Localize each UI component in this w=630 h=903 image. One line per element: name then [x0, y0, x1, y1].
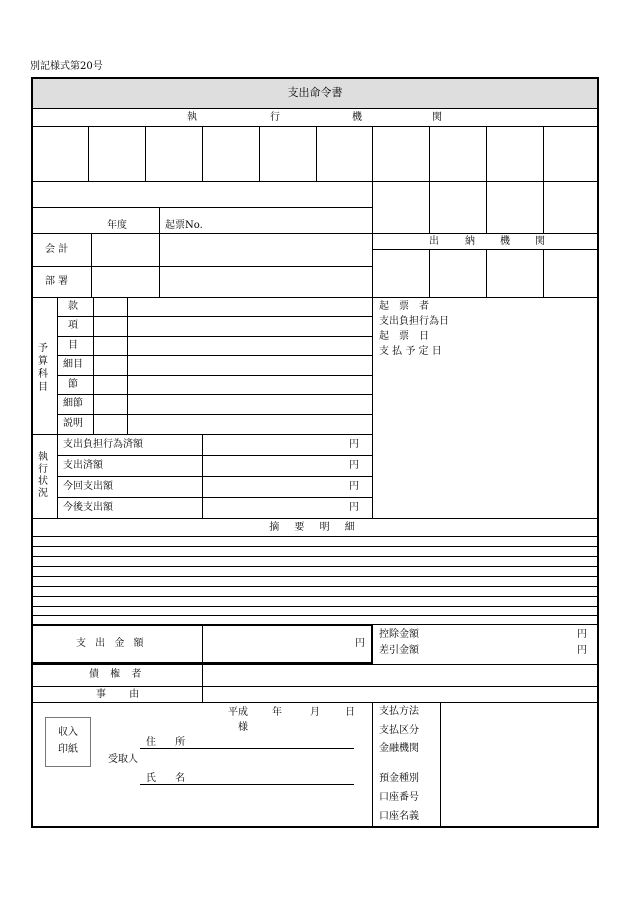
disb-agency-char-4: 関: [535, 236, 545, 247]
voucher-no-label: 起票No.: [165, 220, 203, 231]
exec-row-future-unit: 円: [349, 502, 359, 513]
revenue-stamp-box: [45, 717, 91, 767]
net-amount-label: 差引金額: [379, 645, 419, 656]
revenue-stamp-label-2: 印紙: [58, 744, 78, 755]
budget-item-kan: 款: [68, 301, 78, 312]
exec-agency-char-3: 機: [352, 112, 362, 123]
execution-section-label: 執行状況: [38, 452, 48, 499]
payment-amount-unit: 円: [355, 638, 365, 649]
account-number-label: 口座番号: [379, 792, 419, 803]
address-label: 住 所: [146, 737, 194, 748]
budget-item-setsu: 節: [68, 379, 78, 390]
drafter-label: 起 票 者: [379, 301, 429, 312]
deduction-label: 控除金額: [379, 629, 419, 640]
month-label: 月: [310, 707, 320, 718]
name-label: 氏 名: [146, 773, 194, 784]
exec-row-current-unit: 円: [349, 481, 359, 492]
payment-method-label: 支払方法: [379, 706, 419, 717]
budget-item-moku: 目: [68, 340, 78, 351]
revenue-stamp-label-1: 収入: [58, 727, 78, 738]
era-label: 平成: [228, 707, 248, 718]
budget-item-setsumei: 説明: [63, 418, 83, 429]
net-amount-unit: 円: [577, 645, 587, 656]
department-label: 部 署: [45, 276, 69, 287]
budget-item-kou: 項: [68, 320, 78, 331]
exec-row-committed-unit: 円: [349, 439, 359, 450]
day-label: 日: [345, 707, 355, 718]
scheduled-payment-date-label: 支 払 予 定 日: [379, 346, 442, 357]
exec-row-future-label: 今後支出額: [63, 502, 113, 513]
exec-row-paid-unit: 円: [349, 460, 359, 471]
exec-agency-char-4: 関: [432, 112, 442, 123]
disb-agency-char-1: 出: [429, 236, 439, 247]
financial-institution-label: 金融機関: [379, 743, 419, 754]
honorific-sama: 様: [238, 722, 248, 733]
year-label: 年: [272, 707, 282, 718]
exec-row-committed-label: 支出負担行為済額: [63, 439, 143, 450]
account-holder-label: 口座名義: [379, 811, 419, 822]
disb-agency-char-3: 機: [500, 236, 510, 247]
summary-heading: 摘 要 明 細: [269, 522, 361, 533]
draft-date-label: 起 票 日: [379, 331, 429, 342]
exec-row-current-label: 今回支出額: [63, 481, 113, 492]
exec-row-paid-label: 支出済額: [63, 460, 103, 471]
exec-agency-char-1: 執: [187, 112, 197, 123]
creditor-label: 債 権 者: [89, 669, 146, 680]
budget-item-saisetsu: 細節: [63, 398, 83, 409]
fiscal-year-label: 年度: [107, 220, 127, 231]
reason-label: 事 由: [96, 689, 150, 700]
disb-agency-char-2: 納: [465, 236, 475, 247]
receiver-label: 受取人: [108, 754, 138, 765]
form-title: 支出命令書: [287, 86, 343, 99]
commitment-date-label: 支出負担行為日: [379, 316, 449, 327]
accounting-label: 会 計: [45, 244, 69, 255]
payment-category-label: 支払区分: [379, 725, 419, 736]
budget-section-label: 予算科目: [38, 343, 48, 393]
budget-item-saimoku: 細目: [63, 359, 83, 370]
form-number: 別記様式第20号: [30, 61, 103, 72]
exec-agency-char-2: 行: [270, 112, 280, 123]
payment-amount-label: 支 出 金 額: [76, 638, 147, 649]
deposit-type-label: 預金種別: [379, 773, 419, 784]
deduction-unit: 円: [577, 629, 587, 640]
